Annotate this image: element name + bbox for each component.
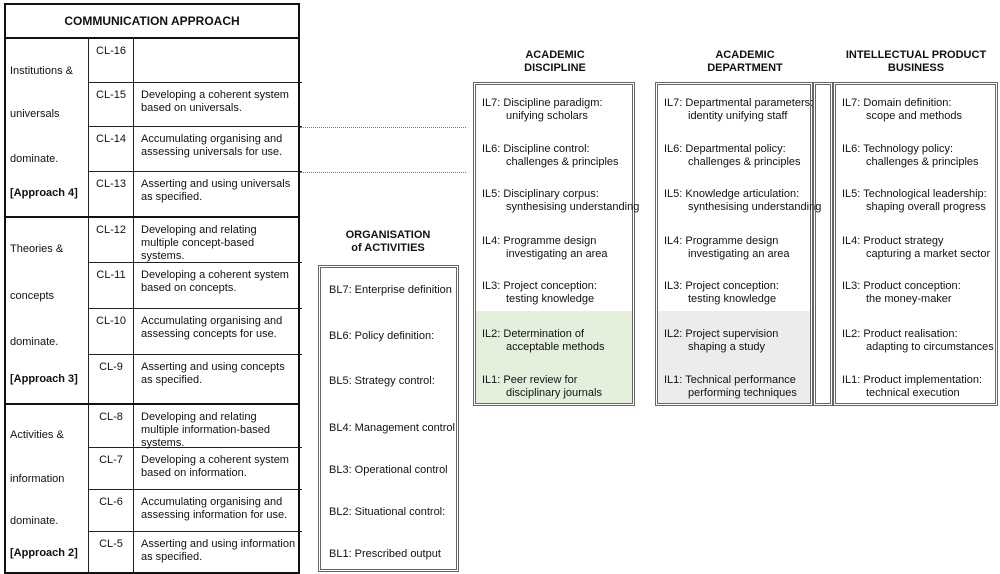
approach-3-label: [Approach 3]	[10, 373, 78, 385]
table-row	[88, 218, 302, 263]
cl-code: CL-11	[88, 263, 134, 308]
group-2-line-3: dominate.	[10, 515, 59, 527]
bl4-item: BL4: Management control	[329, 422, 455, 434]
group-3-line-1: Theories &	[10, 243, 64, 255]
cl-description: Developing a coherent system based on concepts.	[141, 269, 289, 294]
table-row	[88, 39, 302, 83]
table-row	[88, 532, 302, 572]
organisation-title-line-2: of ACTIVITIES	[351, 242, 425, 254]
table-row	[88, 83, 302, 127]
discipline-il1: IL1: Peer review for disciplinary journals	[482, 374, 602, 399]
cl-description: Accumulating organising and assessing universals for use.	[141, 133, 283, 158]
cl-description: Developing and relating multiple information-based systems.	[141, 411, 271, 449]
cl-description: Developing and relating multiple concept-based systems.	[141, 224, 257, 262]
product-il3: IL3: Product conception: the money-maker	[842, 280, 961, 305]
cl-code: CL-9	[88, 355, 134, 403]
product-il5: IL5: Technological leadership: shaping overall progress	[842, 188, 987, 213]
academic-discipline-box	[473, 82, 640, 406]
bl7-item: BL7: Enterprise definition	[329, 284, 452, 296]
discipline-il4: IL4: Programme design investigating an area	[482, 235, 608, 260]
group-4-line-1: Institutions &	[10, 65, 73, 77]
cl-code: CL-15	[88, 83, 134, 126]
department-il3: IL3: Project conception: testing knowledge	[664, 280, 779, 305]
cl-code: CL-6	[88, 490, 134, 531]
group-2-line-2: information	[10, 473, 65, 485]
department-il1: IL1: Technical performance performing techniques	[664, 374, 797, 399]
cl-code: CL-5	[88, 532, 134, 572]
communication-table	[4, 39, 300, 574]
discipline-il7: IL7: Discipline paradigm: unifying scholars	[482, 97, 603, 122]
bl6-item: BL6: Policy definition:	[329, 330, 435, 342]
cl-code: CL-10	[88, 309, 134, 354]
discipline-il6: IL6: Discipline control: challenges & principles	[482, 143, 619, 168]
group-3-line-3: dominate.	[10, 336, 59, 348]
cl-description: Accumulating organising and assessing information for use.	[141, 496, 288, 521]
communication-approach-title: COMMUNICATION APPROACH	[4, 3, 300, 39]
table-row	[88, 127, 302, 172]
academic-discipline-title-line-1: ACADEMIC	[525, 49, 585, 61]
intellectual-product-title-line-1: INTELLECTUAL PRODUCT	[845, 49, 987, 61]
department-il4: IL4: Programme design investigating an area	[664, 235, 790, 260]
product-il6: IL6: Technology policy: challenges & principles	[842, 143, 979, 168]
table-row	[88, 172, 302, 216]
academic-department-title	[660, 49, 830, 75]
academic-discipline-title	[476, 49, 634, 75]
product-il4: IL4: Product strategy capturing a market sector	[842, 235, 991, 260]
table-row	[88, 405, 302, 448]
group-4-line-2: universals	[10, 108, 60, 120]
approach-2-label: [Approach 2]	[10, 547, 78, 559]
discipline-il5: IL5: Disciplinary corpus: synthesising understanding	[482, 188, 640, 213]
table-row	[88, 355, 302, 403]
cl-description: Accumulating organising and assessing concepts for use.	[141, 315, 283, 340]
dotted-divider	[300, 172, 466, 173]
dotted-divider	[300, 127, 466, 128]
cl-code: CL-14	[88, 127, 134, 171]
bl5-item: BL5: Strategy control:	[329, 375, 435, 387]
cl-description: Asserting and using universals as specified.	[141, 178, 291, 203]
group-4-line-3: dominate.	[10, 153, 59, 165]
approach-4-label: [Approach 4]	[10, 187, 78, 199]
intellectual-product-box	[833, 82, 998, 406]
table-row	[88, 263, 302, 309]
cl-description: Developing a coherent system based on information.	[141, 454, 289, 479]
table-row	[88, 490, 302, 532]
cl-code: CL-7	[88, 448, 134, 489]
product-il7: IL7: Domain definition: scope and methods	[842, 97, 963, 122]
academic-department-title-line-1: ACADEMIC	[715, 49, 775, 61]
bl3-item: BL3: Operational control	[329, 464, 448, 476]
group-2-line-1: Activities &	[10, 429, 64, 441]
product-il2: IL2: Product realisation: adapting to circumstances	[842, 328, 994, 353]
table-row	[88, 309, 302, 355]
organisation-title-line-1: ORGANISATION	[345, 229, 431, 241]
academic-department-box	[655, 82, 822, 406]
cl-description: Developing a coherent system based on universals.	[141, 89, 289, 114]
cl-description: Asserting and using concepts as specified.	[141, 361, 285, 386]
cl-code: CL-8	[88, 405, 134, 447]
department-il7: IL7: Departmental parameters: identity unifying staff	[664, 97, 814, 122]
academic-discipline-title-line-2: DISCIPLINE	[524, 62, 586, 74]
intellectual-product-title	[836, 49, 996, 75]
cl-code: CL-16	[88, 39, 134, 82]
bl1-item: BL1: Prescribed output	[329, 548, 441, 560]
group-3-line-2: concepts	[10, 290, 55, 302]
intellectual-product-title-line-2: BUSINESS	[887, 62, 945, 74]
department-il6: IL6: Departmental policy: challenges & principles	[664, 143, 801, 168]
department-il2: IL2: Project supervision shaping a study	[664, 328, 779, 353]
discipline-il2: IL2: Determination of acceptable methods	[482, 328, 605, 353]
product-il1: IL1: Product implementation: technical execution	[842, 374, 983, 399]
bl2-item: BL2: Situational control:	[329, 506, 446, 518]
discipline-il3: IL3: Project conception: testing knowledge	[482, 280, 597, 305]
spacer-column-box	[813, 82, 833, 406]
academic-department-title-line-2: DEPARTMENT	[707, 62, 783, 74]
cl-description: Asserting and using information as specified.	[141, 538, 296, 563]
organisation-box	[318, 265, 459, 572]
organisation-title	[318, 229, 458, 255]
department-il5: IL5: Knowledge articulation: synthesising understanding	[664, 188, 822, 213]
cl-code: CL-13	[88, 172, 134, 216]
table-row	[88, 448, 302, 490]
cl-code: CL-12	[88, 218, 134, 262]
